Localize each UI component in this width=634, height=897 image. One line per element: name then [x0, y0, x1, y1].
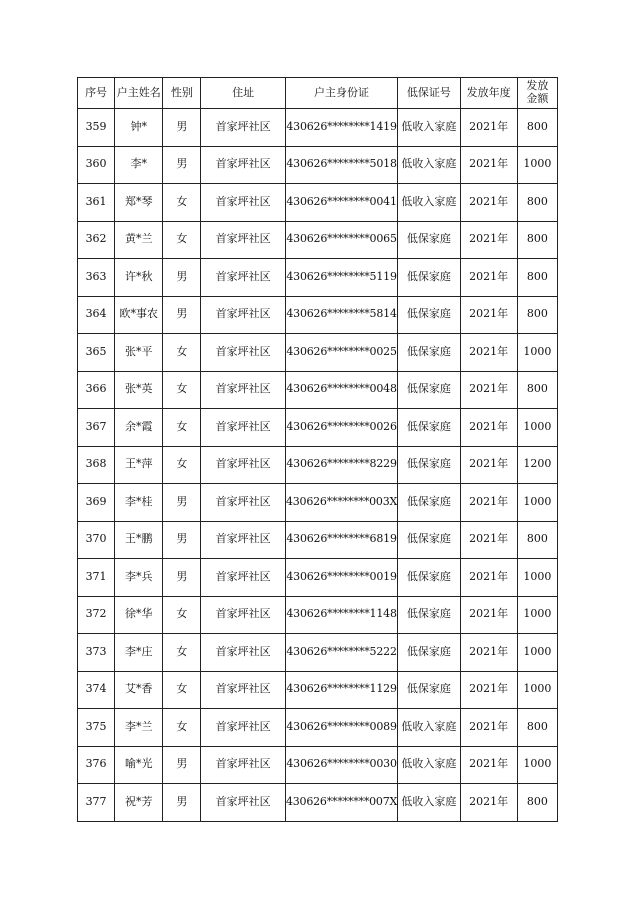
cell-sex: 男 — [163, 559, 201, 597]
cell-amount: 1000 — [517, 671, 557, 709]
table-row — [78, 334, 558, 372]
cell-sex: 女 — [163, 446, 201, 484]
cell-name: 王*鹏 — [115, 521, 163, 559]
cell-amount: 800 — [517, 259, 557, 297]
cell-address: 首家坪社区 — [201, 484, 285, 522]
cell-address: 首家坪社区 — [201, 184, 285, 222]
cell-name: 喻*光 — [115, 746, 163, 784]
cell-address: 首家坪社区 — [201, 596, 285, 634]
cell-sex: 女 — [163, 709, 201, 747]
cell-address: 首家坪社区 — [201, 521, 285, 559]
cell-no: 368 — [78, 446, 115, 484]
cell-type: 低收入家庭 — [398, 746, 460, 784]
cell-type: 低保家庭 — [398, 559, 460, 597]
cell-sex: 男 — [163, 109, 201, 147]
cell-type: 低保家庭 — [398, 334, 460, 372]
table-row — [78, 784, 558, 822]
cell-sex: 女 — [163, 371, 201, 409]
cell-address: 首家坪社区 — [201, 634, 285, 672]
cell-sex: 女 — [163, 221, 201, 259]
cell-type: 低收入家庭 — [398, 146, 460, 184]
subsidy-table — [77, 77, 558, 822]
cell-no: 363 — [78, 259, 115, 297]
cell-year: 2021年 — [460, 184, 517, 222]
table-row — [78, 596, 558, 634]
cell-type: 低收入家庭 — [398, 184, 460, 222]
cell-no: 369 — [78, 484, 115, 522]
cell-id: 430626********1129 — [285, 671, 397, 709]
cell-name: 欧*事农 — [115, 296, 163, 334]
cell-amount: 800 — [517, 784, 557, 822]
cell-no: 376 — [78, 746, 115, 784]
cell-amount: 1000 — [517, 596, 557, 634]
cell-address: 首家坪社区 — [201, 746, 285, 784]
cell-id: 430626********6819 — [285, 521, 397, 559]
cell-no: 364 — [78, 296, 115, 334]
cell-amount: 1200 — [517, 446, 557, 484]
cell-name: 郑*琴 — [115, 184, 163, 222]
table-row — [78, 371, 558, 409]
cell-name: 许*秋 — [115, 259, 163, 297]
cell-type: 低保家庭 — [398, 259, 460, 297]
cell-address: 首家坪社区 — [201, 146, 285, 184]
cell-id: 430626********1148 — [285, 596, 397, 634]
cell-sex: 女 — [163, 634, 201, 672]
cell-sex: 女 — [163, 184, 201, 222]
cell-name: 张*平 — [115, 334, 163, 372]
cell-year: 2021年 — [460, 446, 517, 484]
cell-id: 430626********007X — [285, 784, 397, 822]
table-row — [78, 484, 558, 522]
cell-amount: 800 — [517, 296, 557, 334]
cell-sex: 男 — [163, 259, 201, 297]
cell-year: 2021年 — [460, 784, 517, 822]
cell-no: 373 — [78, 634, 115, 672]
table-row — [78, 259, 558, 297]
cell-id: 430626********0089 — [285, 709, 397, 747]
cell-name: 余*霞 — [115, 409, 163, 447]
cell-no: 370 — [78, 521, 115, 559]
cell-name: 李*庄 — [115, 634, 163, 672]
table-header-row — [78, 78, 558, 109]
cell-amount: 800 — [517, 521, 557, 559]
cell-amount: 1000 — [517, 334, 557, 372]
cell-id: 430626********5018 — [285, 146, 397, 184]
cell-id: 430626********8229 — [285, 446, 397, 484]
cell-year: 2021年 — [460, 634, 517, 672]
table-row — [78, 184, 558, 222]
table-row — [78, 446, 558, 484]
cell-sex: 男 — [163, 484, 201, 522]
header-no: 序号 — [78, 78, 115, 109]
cell-year: 2021年 — [460, 559, 517, 597]
cell-id: 430626********003X — [285, 484, 397, 522]
cell-name: 徐*华 — [115, 596, 163, 634]
cell-type: 低保家庭 — [398, 446, 460, 484]
cell-amount: 800 — [517, 371, 557, 409]
cell-no: 361 — [78, 184, 115, 222]
cell-name: 祝*芳 — [115, 784, 163, 822]
cell-id: 430626********5222 — [285, 634, 397, 672]
cell-amount: 800 — [517, 709, 557, 747]
cell-sex: 女 — [163, 671, 201, 709]
cell-sex: 女 — [163, 596, 201, 634]
header-year: 发放年度 — [460, 78, 517, 109]
cell-type: 低收入家庭 — [398, 109, 460, 147]
cell-name: 李*兰 — [115, 709, 163, 747]
cell-id: 430626********1419 — [285, 109, 397, 147]
cell-type: 低收入家庭 — [398, 784, 460, 822]
cell-no: 372 — [78, 596, 115, 634]
cell-name: 张*英 — [115, 371, 163, 409]
cell-address: 首家坪社区 — [201, 409, 285, 447]
cell-year: 2021年 — [460, 221, 517, 259]
cell-year: 2021年 — [460, 334, 517, 372]
cell-no: 375 — [78, 709, 115, 747]
cell-name: 艾*香 — [115, 671, 163, 709]
cell-address: 首家坪社区 — [201, 371, 285, 409]
cell-year: 2021年 — [460, 484, 517, 522]
cell-id: 430626********5119 — [285, 259, 397, 297]
cell-amount: 800 — [517, 109, 557, 147]
cell-sex: 男 — [163, 521, 201, 559]
cell-year: 2021年 — [460, 709, 517, 747]
cell-no: 359 — [78, 109, 115, 147]
cell-sex: 男 — [163, 146, 201, 184]
cell-address: 首家坪社区 — [201, 784, 285, 822]
cell-type: 低保家庭 — [398, 221, 460, 259]
cell-type: 低保家庭 — [398, 484, 460, 522]
cell-name: 李*桂 — [115, 484, 163, 522]
cell-no: 374 — [78, 671, 115, 709]
cell-year: 2021年 — [460, 671, 517, 709]
cell-name: 黄*兰 — [115, 221, 163, 259]
cell-sex: 男 — [163, 784, 201, 822]
cell-name: 钟* — [115, 109, 163, 147]
cell-amount: 1000 — [517, 409, 557, 447]
table-row — [78, 746, 558, 784]
cell-year: 2021年 — [460, 109, 517, 147]
cell-amount: 1000 — [517, 746, 557, 784]
table-row — [78, 221, 558, 259]
cell-address: 首家坪社区 — [201, 559, 285, 597]
table-row — [78, 296, 558, 334]
cell-id: 430626********0065 — [285, 221, 397, 259]
table-row — [78, 671, 558, 709]
cell-address: 首家坪社区 — [201, 221, 285, 259]
cell-name: 李* — [115, 146, 163, 184]
header-sex: 性别 — [163, 78, 201, 109]
cell-year: 2021年 — [460, 259, 517, 297]
header-id: 户主身份证 — [285, 78, 397, 109]
cell-amount: 1000 — [517, 559, 557, 597]
cell-type: 低保家庭 — [398, 596, 460, 634]
cell-no: 365 — [78, 334, 115, 372]
table-row — [78, 559, 558, 597]
cell-year: 2021年 — [460, 146, 517, 184]
cell-amount: 1000 — [517, 484, 557, 522]
cell-name: 李*兵 — [115, 559, 163, 597]
cell-id: 430626********0041 — [285, 184, 397, 222]
cell-no: 377 — [78, 784, 115, 822]
header-amount — [517, 78, 557, 109]
cell-year: 2021年 — [460, 409, 517, 447]
cell-id: 430626********0048 — [285, 371, 397, 409]
cell-address: 首家坪社区 — [201, 671, 285, 709]
cell-no: 367 — [78, 409, 115, 447]
table-row — [78, 409, 558, 447]
table-row — [78, 146, 558, 184]
cell-amount: 1000 — [517, 146, 557, 184]
cell-sex: 女 — [163, 409, 201, 447]
header-name: 户主姓名 — [115, 78, 163, 109]
cell-amount: 800 — [517, 221, 557, 259]
header-amount-label: 发放金额 — [526, 79, 549, 105]
table-row — [78, 521, 558, 559]
cell-name: 王*萍 — [115, 446, 163, 484]
cell-year: 2021年 — [460, 296, 517, 334]
cell-id: 430626********0025 — [285, 334, 397, 372]
cell-year: 2021年 — [460, 746, 517, 784]
cell-no: 371 — [78, 559, 115, 597]
header-address: 住址 — [201, 78, 285, 109]
cell-id: 430626********5814 — [285, 296, 397, 334]
cell-id: 430626********0019 — [285, 559, 397, 597]
cell-sex: 男 — [163, 296, 201, 334]
cell-year: 2021年 — [460, 371, 517, 409]
cell-type: 低保家庭 — [398, 296, 460, 334]
cell-id: 430626********0030 — [285, 746, 397, 784]
cell-type: 低收入家庭 — [398, 709, 460, 747]
cell-address: 首家坪社区 — [201, 709, 285, 747]
cell-amount: 1000 — [517, 634, 557, 672]
cell-type: 低保家庭 — [398, 634, 460, 672]
cell-address: 首家坪社区 — [201, 446, 285, 484]
cell-sex: 女 — [163, 334, 201, 372]
cell-sex: 男 — [163, 746, 201, 784]
cell-id: 430626********0026 — [285, 409, 397, 447]
cell-address: 首家坪社区 — [201, 334, 285, 372]
cell-amount: 800 — [517, 184, 557, 222]
cell-no: 362 — [78, 221, 115, 259]
cell-no: 360 — [78, 146, 115, 184]
cell-address: 首家坪社区 — [201, 296, 285, 334]
table-row — [78, 109, 558, 147]
cell-type: 低保家庭 — [398, 371, 460, 409]
cell-no: 366 — [78, 371, 115, 409]
cell-year: 2021年 — [460, 521, 517, 559]
cell-year: 2021年 — [460, 596, 517, 634]
table-row — [78, 634, 558, 672]
cell-type: 低保家庭 — [398, 409, 460, 447]
cell-address: 首家坪社区 — [201, 259, 285, 297]
table-row — [78, 709, 558, 747]
header-type: 低保证号 — [398, 78, 460, 109]
cell-address: 首家坪社区 — [201, 109, 285, 147]
cell-type: 低保家庭 — [398, 521, 460, 559]
cell-type: 低保家庭 — [398, 671, 460, 709]
